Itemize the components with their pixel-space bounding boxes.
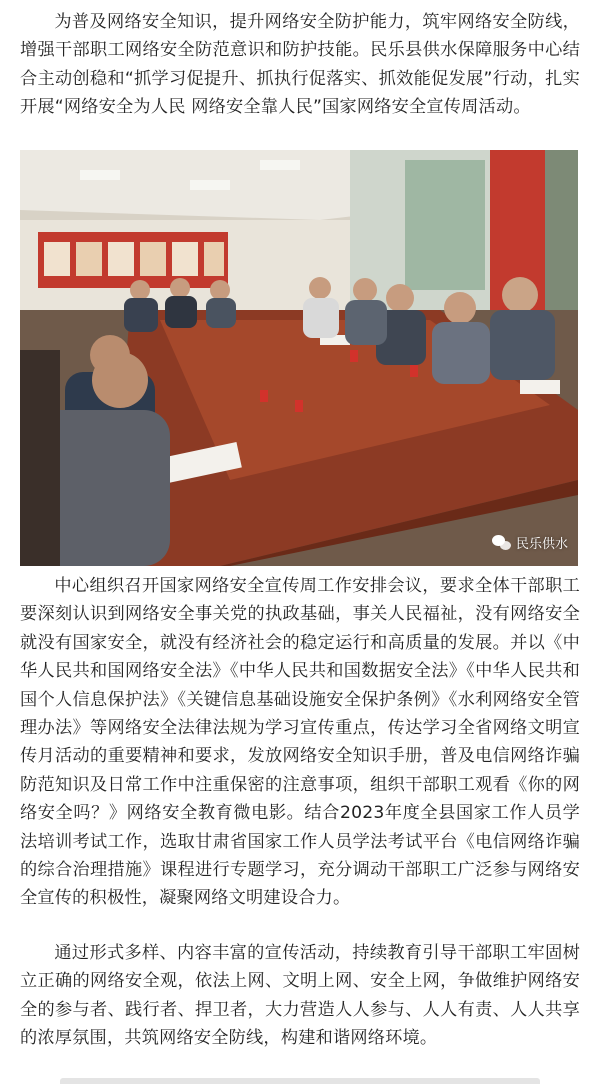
meeting-paragraph: 中心组织召开国家网络安全宣传周工作安排会议，要求全体干部职工要深刻认识到网络安全事关党的执政基础，事关人民福祉，没有网络安全就没有国家安全，就没有经济社会的稳定运行和高质量的发展。并以《中华人民共和国网络安全法》《中华人民共和国数据安全法》《中华人民共和国个人信息保护法》《关键信息基础设施安全保护条例》《水利网络安全管理办法》等网络安全法律法规为学习宣传重点，传达学习全省网络文明宣传月活动的重要精神和要求，发放网络安全知识手册，普及电信网络诈骗防范知识及日常工作中注重保密的注意事项，组织干部职工观看《你的网络安全吗？》网络安全教育微电影。结合2023年度全县国家工作人员学法培训考试工作，选取甘肃省国家工作人员学法考试平台《电信网络诈骗的综合治理措施》课程进行专题学习，充分调动干部职工广泛参与网络安全宣传的积极性，凝聚网络文明建设合力。 bbox=[20, 576, 580, 909]
conclusion-paragraph: 通过形式多样、内容丰富的宣传活动，持续教育引导干部职工牢固树立正确的网络安全观，依法上网、文明上网、安全上网，争做维护网络安全的参与者、践行者、捍卫者，大力营造人人参与、人人有责、人人共享的浓厚氛围，共筑网络安全防线，构建和谐网络环境。 bbox=[20, 943, 580, 1049]
meeting-photo bbox=[20, 150, 578, 566]
watermark bbox=[492, 533, 568, 552]
meeting-photo-illustration bbox=[20, 150, 578, 566]
intro-paragraph: 为普及网络安全知识，提升网络安全防护能力，筑牢网络安全防线，增强干部职工网络安全防范意识和防护技能。民乐县供水保障服务中心结合主动创稳和“抓学习促提升、抓执行促落实、抓效能促发展”行动，扎实开展“网络安全为人民 网络安全靠人民”国家网络安全宣传周活动。 bbox=[20, 12, 580, 118]
watermark-text: 民乐供水 bbox=[515, 537, 568, 552]
wechat-icon bbox=[492, 535, 512, 551]
bottom-divider bbox=[60, 1078, 540, 1084]
